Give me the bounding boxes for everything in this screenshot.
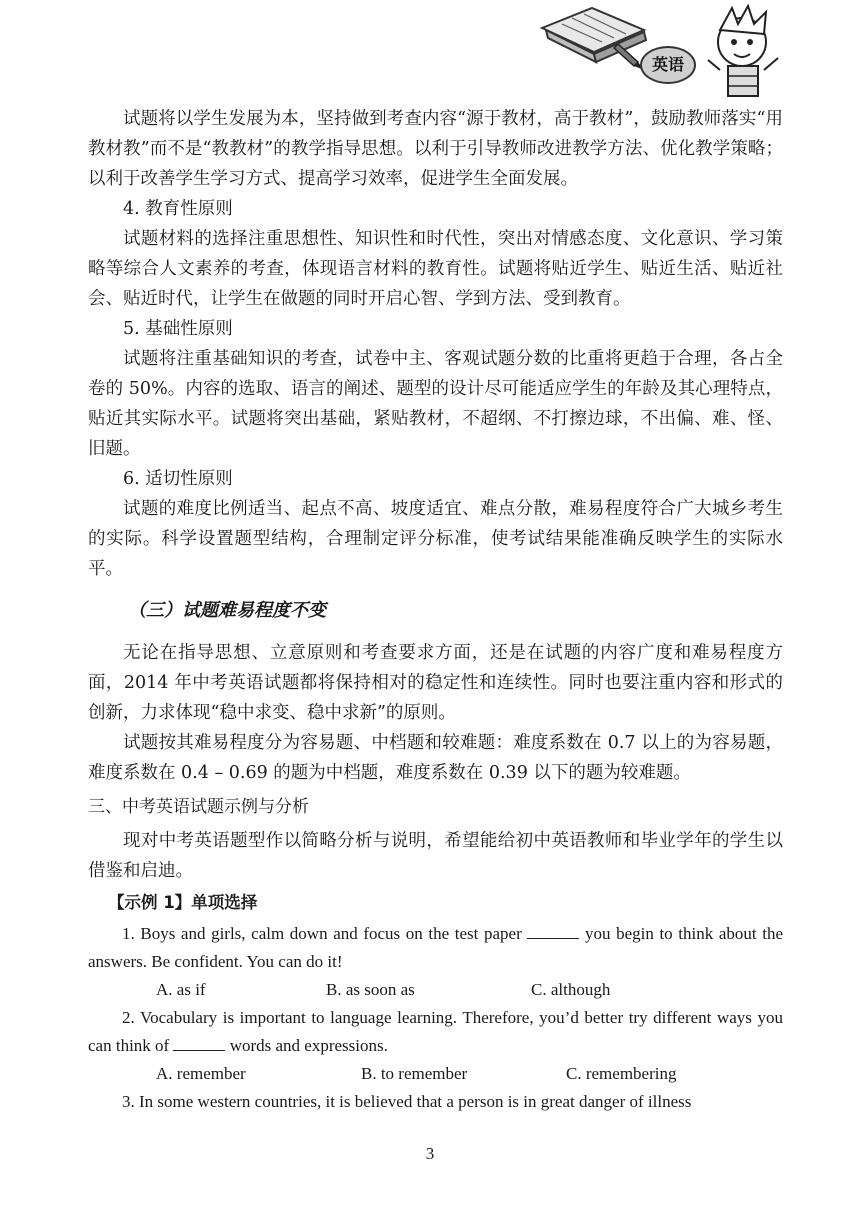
options-row: [88, 1060, 783, 1088]
paragraph: 试题材料的选择注重思想性、知识性和时代性，突出对情感态度、文化意识、学习策略等综合人文素养的考查，体现语言材料的教育性。试题将贴近学生、贴近生活、贴近社会、贴近时代，让学生在做题的同时开启心智、学到方法、受到教育。: [88, 229, 783, 309]
question-2: [88, 1004, 783, 1060]
question-3: [88, 1088, 783, 1116]
option: C. remembering: [566, 1064, 677, 1083]
option: C. although: [531, 980, 611, 999]
paragraph: 试题按其难易程度分为容易题、中档题和较难题：难度系数在 0.7 以上的为容易题，难度系数在 0.4 – 0.69 的题为中档题，难度系数在 0.39 以下的题为较难题。: [88, 733, 783, 783]
question-text: words and expressions.: [229, 1036, 388, 1055]
section-heading: 三、中考英语试题示例与分析: [88, 797, 309, 817]
answer-blank: [527, 924, 579, 939]
paragraph: 试题将以学生发展为本，坚持做到考查内容“源于教材，高于教材”，鼓励教师落实“用教材教”而不是“教教材”的教学指导思想。以利于引导教师改进教学方法、优化教学策略；以利于改善学生学习方式、提高学习效率，促进学生全面发展。: [88, 109, 783, 189]
principle-heading: 5. 基础性原则: [123, 319, 233, 339]
example-heading: 【示例 1】单项选择: [108, 893, 258, 912]
main-content: [88, 104, 783, 1116]
question-1: [88, 920, 783, 976]
paragraph: 无论在指导思想、立意原则和考查要求方面，还是在试题的内容广度和难易程度方面，2014 年中考英语试题都将保持相对的稳定性和连续性。同时也要注重内容和形式的创新，力求体现“稳中求变、稳中求新”的原则。: [88, 643, 783, 723]
question-text: 3. In some western countries, it is believed that a person is in great danger of illness: [122, 1092, 692, 1111]
subsection-heading: （三）试题难易程度不变: [128, 600, 326, 621]
option: A. as if: [156, 980, 206, 999]
paragraph: 现对中考英语题型作以简略分析与说明，希望能给初中英语教师和毕业学年的学生以借鉴和启迪。: [88, 831, 783, 881]
option: B. as soon as: [326, 980, 415, 999]
option: A. remember: [156, 1064, 246, 1083]
principle-heading: 4. 教育性原则: [123, 199, 233, 219]
question-text: 1. Boys and girls, calm down and focus on the test paper: [122, 924, 522, 943]
options-row: [88, 976, 783, 1004]
subject-badge: 英语: [640, 46, 696, 84]
page-number: 3: [425, 1144, 435, 1163]
paragraph: 试题的难度比例适当、起点不高、坡度适宜、难点分散，难易程度符合广大城乡考生的实际。科学设置题型结构，合理制定评分标准，使考试结果能准确反映学生的实际水平。: [88, 499, 783, 579]
principle-heading: 6. 适切性原则: [123, 469, 233, 489]
option: B. to remember: [361, 1064, 468, 1083]
question-text: you begin to think about the answers. Be confident. You can do it!: [88, 924, 783, 971]
paragraph: 试题将注重基础知识的考查，试卷中主、客观试题分数的比重将更趋于合理，各占全卷的 50%。内容的选取、语言的阐述、题型的设计尽可能适应学生的年龄及其心理特点，贴近其实际水平。试题将突出基础，紧贴教材，不超纲、不打擦边球，不出偏、难、怪、旧题。: [88, 349, 783, 459]
cartoon-boy-icon: [708, 6, 778, 96]
question-text: 2. Vocabulary is important to language learning. Therefore, you’d better try different ways you can think of: [88, 1008, 783, 1055]
answer-blank: [173, 1036, 225, 1051]
